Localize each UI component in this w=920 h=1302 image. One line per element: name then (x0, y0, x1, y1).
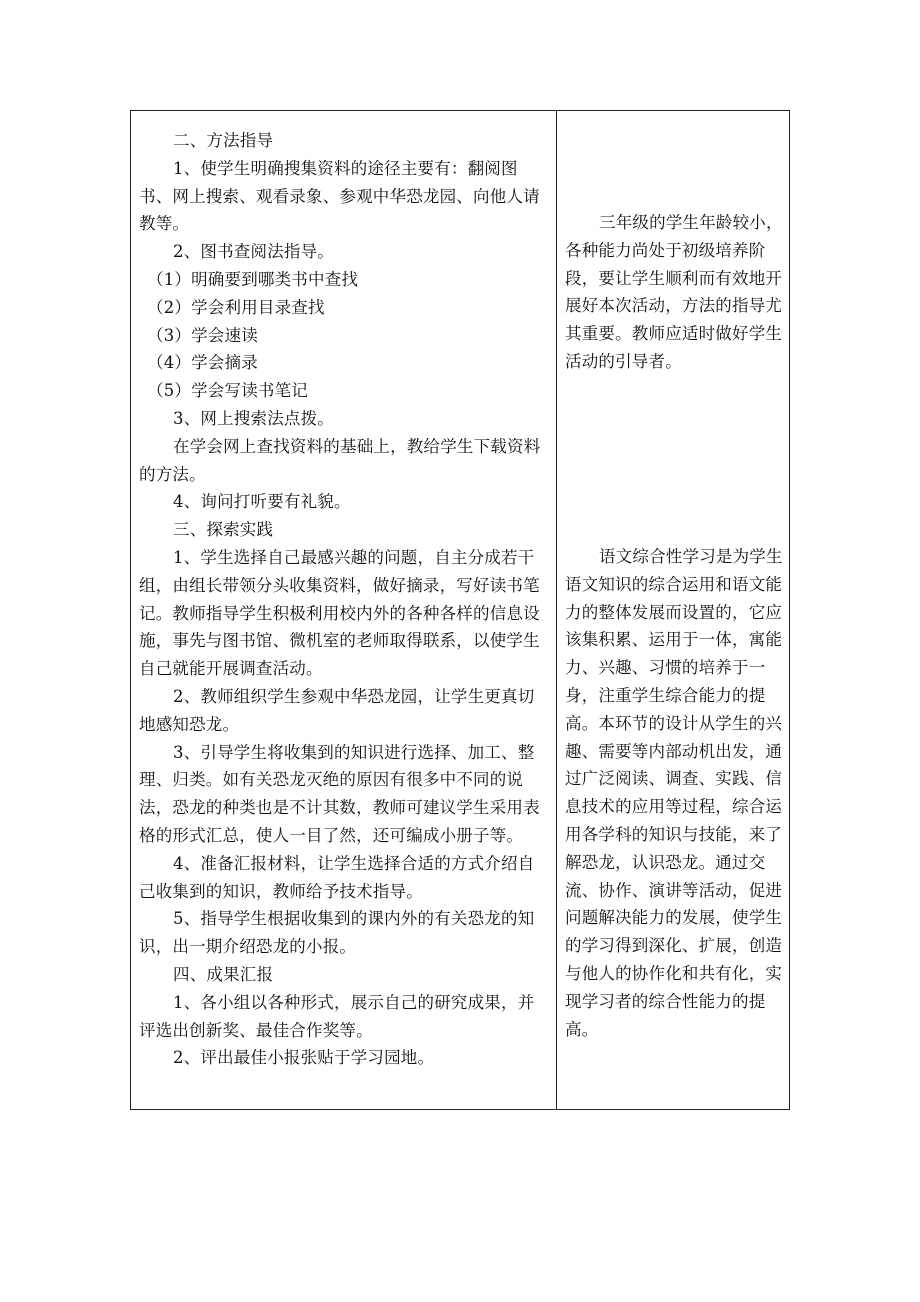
activity-steps-column (131, 111, 557, 1109)
design-note-method-guidance: 三年级的学生年龄较小，各种能力尚处于初级培养阶段，要让学生顺利而有效地开展好本次活动，方法的指导尤其重要。教师应适时做好学生活动的引导者。 (565, 213, 783, 371)
design-note-comprehensive-learning: 语文综合性学习是为学生语文知识的综合运用和语文能力的整体发展而设置的，它应该集积累、运用于一体，寓能力、兴趣、习惯的培养于一身，注重学生综合能力的提高。本环节的设计从学生的兴趣、需要等内部动机出发，通过广泛阅读、调查、实践、信息技术的应用等过程，综合运用各学科的知识与技能，来了解恐龙，认识恐龙。通过交流、协作、演讲等活动，促进问题解决能力的发展，使学生的学习得到深化、扩展，创造与他人的协作化和共有化，实现学习者的综合性能力的提高。 (565, 547, 783, 1039)
paragraph: 1、使学生明确搜集资料的途径主要有：翻阅图书、网上搜索、观看录象、参观中华恐龙园、向他人请教等。 (139, 158, 540, 234)
paragraph: 1、学生选择自己最感兴趣的问题，自主分成若干组，由组长带领分头收集资料，做好摘录，写好读书笔记。教师指导学生积极利用校内外的各种各样的信息设施，事先与图书馆、微机室的老师取得联系，以使学生自己就能开展调查活动。 (139, 547, 540, 679)
paragraph: 2、评出最佳小报张贴于学习园地。 (173, 1048, 435, 1068)
section-heading-results-report: 四、成果汇报 (173, 964, 274, 984)
list-item: （1）明确要到哪类书中查找 (147, 269, 359, 289)
paragraph: 5、指导学生根据收集到的课内外的有关恐龙的知识，出一期介绍恐龙的小报。 (139, 909, 535, 957)
paragraph: 3、网上搜索法点拨。 (173, 408, 334, 428)
design-notes-column (557, 111, 789, 1109)
list-item: （2）学会利用目录查找 (147, 297, 325, 317)
paragraph: 在学会网上查找资料的基础上，教给学生下载资料的方法。 (139, 436, 541, 484)
list-item: （5）学会写读书笔记 (147, 381, 308, 401)
paragraph: 3、引导学生将收集到的知识进行选择、加工、整理、归类。如有关恐龙灭绝的原因有很多中不同的说法，恐龙的种类也是不计其数，教师可建议学生采用表格的形式汇总，使人一目了然，还可编成小册子等。 (139, 742, 540, 845)
list-item: （3）学会速读 (147, 325, 258, 345)
paragraph: 4、准备汇报材料，让学生选择合适的方式介绍自己收集到的知识，教师给予技术指导。 (139, 853, 535, 901)
section-heading-exploration-practice: 三、探索实践 (173, 520, 274, 540)
paragraph: 2、图书查阅法指导。 (173, 242, 334, 262)
paragraph: 4、询问打听要有礼貌。 (173, 492, 351, 512)
paragraph: 2、教师组织学生参观中华恐龙园，让学生更真切地感知恐龙。 (139, 686, 535, 734)
list-item: （4）学会摘录 (147, 353, 258, 373)
lesson-plan-table (130, 110, 790, 1110)
section-heading-method-guidance: 二、方法指导 (173, 131, 274, 150)
paragraph: 1、各小组以各种形式，展示自己的研究成果，并评选出创新奖、最佳合作奖等。 (139, 992, 535, 1040)
